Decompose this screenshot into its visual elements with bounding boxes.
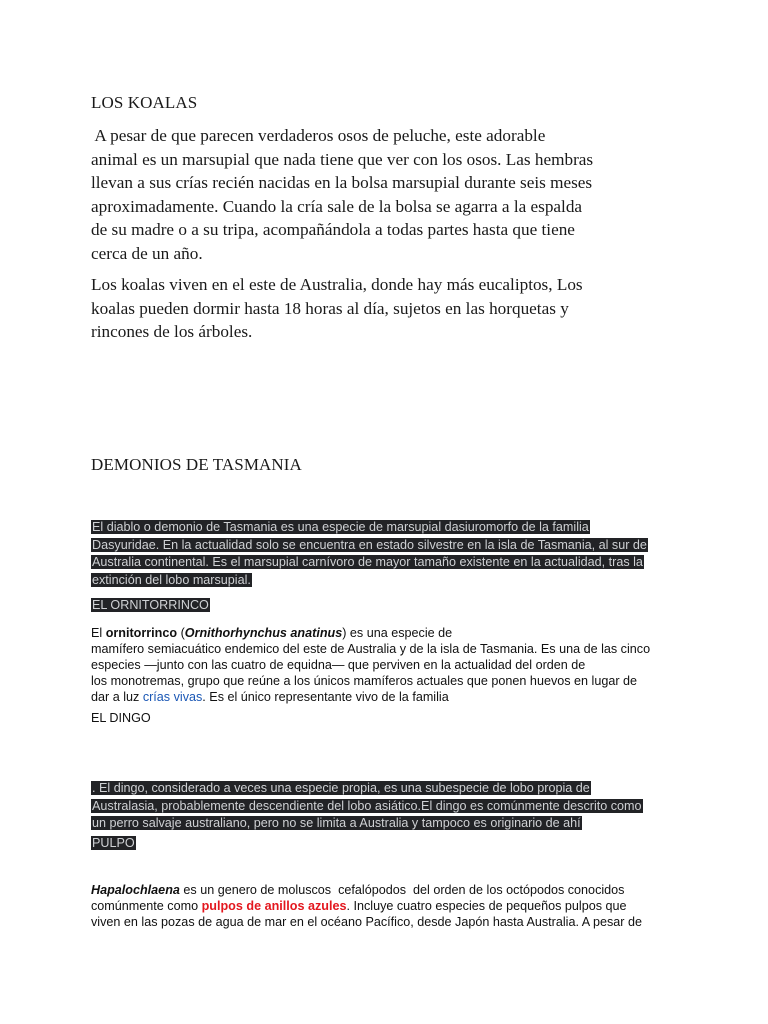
tasmania-heading: DEMONIOS DE TASMANIA bbox=[91, 455, 302, 474]
highlighted-text: Dasyuridae. En la actualidad solo se encuentra en estado silvestre en la isla de Tasmania, al sur de bbox=[92, 537, 647, 552]
text-line: Los koalas viven en el este de Australia, donde hay más eucaliptos, Los bbox=[91, 275, 583, 294]
text-line: cerca de un año. bbox=[91, 243, 203, 263]
text-line bbox=[91, 625, 681, 641]
dingo-heading: EL DINGO bbox=[91, 711, 151, 725]
text-run: comúnmente como bbox=[91, 899, 202, 913]
crias-vivas-link[interactable]: crías vivas bbox=[142, 690, 203, 704]
scientific-name: Hapalochlaena bbox=[91, 883, 180, 897]
highlighted-text: Australasia, probablemente descendiente del lobo asiático.El dingo es comúnmente descrito como bbox=[92, 798, 642, 813]
scientific-name: Ornithorhynchus anatinus bbox=[184, 626, 343, 640]
ornitorrinco-heading bbox=[91, 598, 210, 612]
text-line bbox=[91, 689, 681, 705]
highlighted-text: . El dingo, considerado a veces una especie propia, es una subespecie de lobo propia de bbox=[92, 781, 590, 795]
text-line bbox=[91, 882, 681, 898]
koalas-paragraph-2 bbox=[91, 273, 691, 344]
highlighted-text: PULPO bbox=[92, 836, 135, 850]
dingo-paragraph bbox=[91, 780, 681, 833]
text-line: viven en las pozas de agua de mar en el océano Pacífico, desde Japón hasta Australia. A pesar de bbox=[91, 915, 642, 929]
text-line: aproximadamente. Cuando la cría sale de la bolsa se agarra a la espalda bbox=[91, 196, 583, 216]
text-run: El bbox=[91, 626, 106, 640]
text-line: rincones de los árboles. bbox=[91, 322, 253, 341]
text-line: koalas pueden dormir hasta 18 horas al día, sujetos en las horquetas y bbox=[91, 298, 569, 318]
pulpo-paragraph bbox=[91, 882, 681, 930]
text-line bbox=[91, 898, 681, 914]
highlighted-text: EL ORNITORRINCO bbox=[92, 598, 209, 612]
highlighted-text: un perro salvaje australiano, pero no se limita a Australia y tampoco es originario de ahí bbox=[92, 816, 581, 831]
text-run: ( bbox=[177, 626, 185, 640]
text-line: de su madre o a su tripa, acompañándola a todas partes hasta que tiene bbox=[91, 220, 575, 239]
ornitorrinco-paragraph bbox=[91, 625, 681, 705]
text-line: especies —junto con las cuatro de equidna— que perviven en la actualidad del orden de bbox=[91, 658, 586, 672]
koalas-heading: LOS KOALAS bbox=[91, 93, 198, 112]
text-line: A pesar de que parecen verdaderos osos de peluche, este adorable bbox=[91, 126, 546, 145]
highlighted-text: El diablo o demonio de Tasmania es una especie de marsupial dasiuromorfo de la familia bbox=[92, 520, 589, 534]
text-run: . Incluye cuatro especies de pequeños pulpos que bbox=[346, 899, 627, 913]
text-line: llevan a sus crías recién nacidas en la bolsa marsupial durante seis meses bbox=[91, 173, 593, 192]
highlighted-term: pulpos de anillos azules bbox=[201, 899, 347, 913]
bold-term: ornitorrinco bbox=[105, 626, 178, 640]
koalas-paragraph-1 bbox=[91, 124, 691, 265]
tasmania-paragraph bbox=[91, 519, 681, 589]
text-line: animal es un marsupial que nada tiene que ver con los osos. Las hembras bbox=[91, 149, 594, 169]
pulpo-heading bbox=[91, 836, 136, 850]
highlighted-text: Australia continental. Es el marsupial carnívoro de mayor tamaño existente en la actualidad, tras la bbox=[92, 555, 643, 570]
text-line: los monotremas, grupo que reúne a los únicos mamíferos actuales que ponen huevos en lugar de bbox=[91, 674, 638, 688]
text-run: es un genero de moluscos cefalópodos del orden de los octópodos conocidos bbox=[179, 883, 625, 897]
text-run: ) es una especie de bbox=[342, 626, 453, 640]
text-run: dar a luz bbox=[91, 690, 143, 704]
text-line: mamífero semiacuático endemico del este de Australia y de la isla de Tasmania. Es una de las cinco bbox=[91, 642, 651, 656]
text-run: . Es el único representante vivo de la familia bbox=[202, 690, 449, 704]
highlighted-text: extinción del lobo marsupial. bbox=[92, 572, 251, 587]
